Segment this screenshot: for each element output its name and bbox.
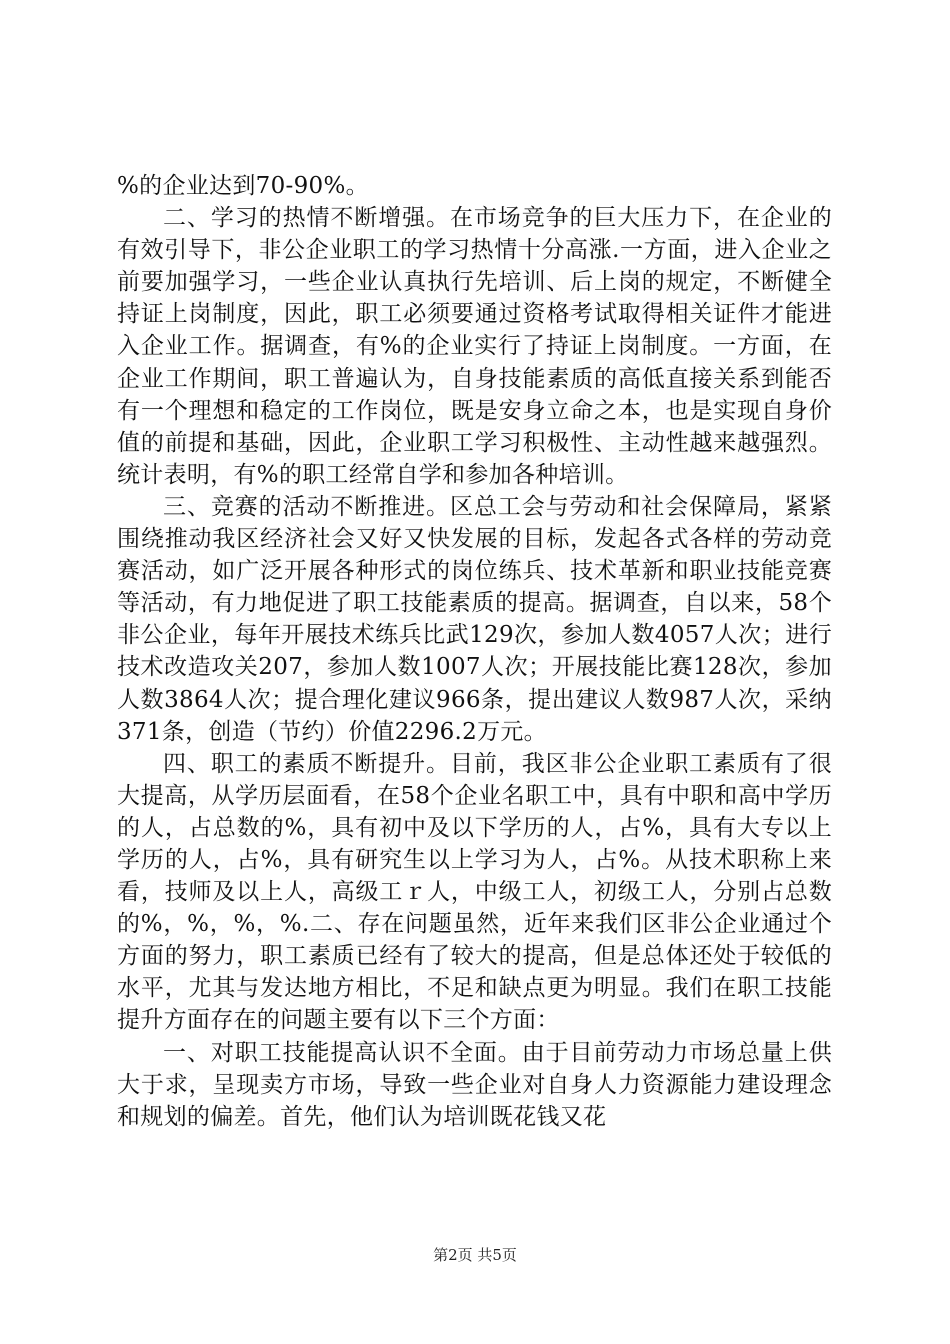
paragraph-worker-quality: 四、职工的素质不断提升。目前，我区非公企业职工素质有了很大提高，从学历层面看，在58个企业名职工中，具有中职和高中学历的人，占总数的%，具有初中及以下学历的人，占%，具有大专以上学历的人，占%，具有研究生以上学习为人，占%。从技术职称上来看，技师及以上人，高级工ｒ人，中级工人，初级工人，分别占总数的%，%，%，%.二、存在问题虽然，近年来我们区非公企业通过个方面的努力，职工素质已经有了较大的提高，但是总体还处于较低的水平，尤其与发达地方相比，不足和缺点更为明显。我们在职工技能提升方面存在的问题主要有以下三个方面：	[117, 750, 832, 1034]
paragraph-competition-activities: 三、竞赛的活动不断推进。区总工会与劳动和社会保障局，紧紧围绕推动我区经济社会又好又快发展的目标，发起各式各样的劳动竞赛活动，如广泛开展各种形式的岗位练兵、技术革新和职业技能竞赛等活动，有力地促进了职工技能素质的提高。据调查，自以来，58个非公企业，每年开展技术练兵比武129次，参加人数4057人次；进行技术改造攻关207，参加人数1007人次；开展技能比赛128次，参加人数3864人次；提合理化建议966条，提出建议人数987人次，采纳371条，创造（节约）价值2296.2万元。	[117, 493, 832, 745]
paragraph-continuation: %的企业达到70-90%。	[117, 173, 369, 199]
paragraph-learning-enthusiasm: 二、学习的热情不断增强。在市场竞争的巨大压力下，在企业的有效引导下，非公企业职工的学习热情十分高涨.一方面，进入企业之前要加强学习，一些企业认真执行先培训、后上岗的规定，不断健全持证上岗制度，因此，职工必须要通过资格考试取得相关证件才能进入企业工作。据调查，有%的企业实行了持证上岗制度。一方面，在企业工作期间，职工普遍认为，自身技能素质的高低直接关系到能否有一个理想和稳定的工作岗位，既是安身立命之本，也是实现自身价值的前提和基础，因此，企业职工学习积极性、主动性越来越强烈。统计表明，有%的职工经常自学和参加各种培训。	[117, 205, 832, 488]
document-body	[117, 170, 832, 1133]
page-footer: 第2页 共5页	[433, 1246, 517, 1264]
paragraph-skill-awareness: 一、对职工技能提高认识不全面。由于目前劳动力市场总量上供大于求，呈现卖方市场，导致一些企业对自身人力资源能力建设理念和规划的偏差。首先，他们认为培训既花钱又花	[117, 1039, 832, 1130]
